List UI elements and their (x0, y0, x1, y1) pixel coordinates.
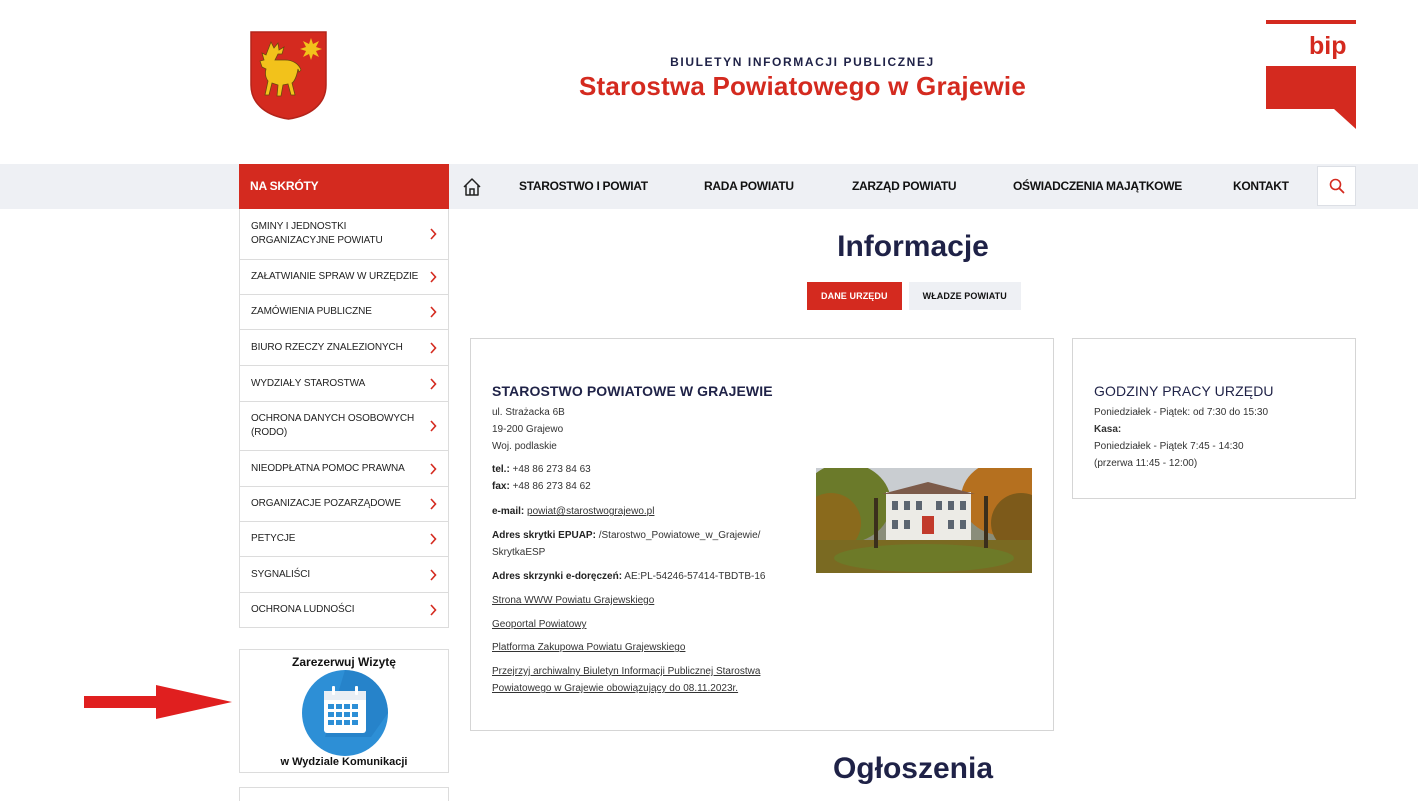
chevron-right-icon (429, 533, 437, 545)
tab-wladze-powiatu[interactable]: WŁADZE POWIATU (909, 282, 1021, 310)
tab-dane-urzedu[interactable]: DANE URZĘDU (807, 282, 902, 310)
calendar-icon (301, 669, 389, 757)
hours-text (1094, 404, 1268, 472)
fax-value: +48 86 273 84 62 (509, 481, 591, 492)
sidebar-item-zamowienia-publiczne[interactable] (240, 295, 448, 330)
sidebar-item-label: SYGNALIŚCI (251, 568, 311, 580)
sidebar-item-label: ZAŁATWIANIE SPRAW W URZĘDZIE (251, 271, 419, 282)
link-platforma-zakupowa[interactable]: Platforma Zakupowa Powiatu Grajewskiego (492, 642, 686, 653)
email-label: e-mail: (492, 506, 525, 517)
section-title-informacje: Informacje (837, 230, 989, 263)
shortcuts-heading: NA SKRÓTY (239, 164, 449, 209)
sidebar-item-label: OCHRONA LUDNOŚCI (251, 604, 355, 615)
chevron-right-icon (429, 463, 437, 475)
office-building-photo (816, 468, 1032, 573)
email-link[interactable]: powiat@starostwograjewo.pl (527, 506, 655, 517)
bip-logo[interactable] (1266, 20, 1357, 130)
chevron-right-icon (429, 420, 437, 432)
chevron-right-icon (429, 604, 437, 616)
cash-label: Kasa: (1094, 424, 1122, 435)
tel-value: +48 86 273 84 63 (509, 464, 591, 475)
sidebar-item-ochrona-ludnosci[interactable] (240, 593, 448, 627)
fax-label: fax: (492, 481, 510, 492)
reserve-visit-banner[interactable] (239, 649, 449, 773)
sidebar-item-label: BIURO RZECZY ZNALEZIONYCH (251, 341, 403, 353)
hours-line-3: (przerwa 11:45 - 12:00) (1094, 458, 1198, 469)
edoreczenia-block (492, 568, 765, 585)
moose-crest-icon[interactable] (249, 30, 328, 120)
sidebar-item-label: ZAMÓWIENIA PUBLICZNE (251, 306, 372, 317)
sidebar-item-gminy[interactable] (240, 209, 448, 260)
sidebar-item-label: ORGANIZACJE POZARZĄDOWE (251, 498, 401, 509)
nav-starostwo-i-powiat[interactable]: STAROSTWO I POWIAT (519, 179, 648, 193)
chevron-right-icon (429, 498, 437, 510)
link-www-powiatu[interactable]: Strona WWW Powiatu Grajewskiego (492, 595, 655, 606)
sidebar-item-rodo[interactable] (240, 402, 448, 451)
chevron-right-icon (429, 228, 437, 240)
hours-line-2: Poniedziałek - Piątek 7:45 - 14:30 (1094, 441, 1244, 452)
edoreczenia-label: Adres skrzynki e-doręczeń: (492, 571, 623, 582)
chevron-right-icon (429, 306, 437, 318)
home-icon[interactable] (461, 176, 483, 198)
office-info-card (470, 338, 1054, 731)
sidebar-item-label: OCHRONA DANYCH OSOBOWYCH (RODO) (251, 413, 415, 438)
email-block (492, 503, 654, 520)
office-hours-card (1072, 338, 1356, 499)
promo-bottom-text: w Wydziale Komunikacji (280, 756, 408, 768)
address-block (492, 404, 565, 455)
info-tabs (807, 282, 1021, 310)
sidebar-item-biuro-rzeczy[interactable] (240, 330, 448, 366)
arrow-right-icon (82, 683, 234, 721)
link-archive-line-2: Powiatowego w Grajewie obowiązujący do 08.11.2023r. (492, 683, 739, 694)
epuap-value: /Starostwo_Powiatowe_w_Grajewie/ (595, 530, 761, 541)
search-icon (1329, 178, 1345, 194)
epuap-block (492, 527, 760, 561)
sidebar-banner-2[interactable] (239, 787, 449, 801)
promo-top-text: Zarezerwuj Wizytę (292, 655, 396, 669)
sidebar-item-wydzialy-starostwa[interactable] (240, 366, 448, 402)
sidebar-item-label: NIEODPŁATNA POMOC PRAWNA (251, 462, 405, 474)
chevron-right-icon (429, 342, 437, 354)
address-street: ul. Strażacka 6B (492, 407, 565, 418)
link-archive-line-1: Przejrzyj archiwalny Biuletyn Informacji Publicznej Starostwa (492, 666, 761, 677)
sidebar-item-label: GMINY I JEDNOSTKI ORGANIZACYJNE POWIATU (251, 221, 383, 246)
header-subtitle: BIULETYN INFORMACJI PUBLICZNEJ (670, 55, 935, 69)
sidebar-item-label: PETYCJE (251, 533, 296, 544)
sidebar-item-organizacje[interactable] (240, 487, 448, 522)
bip-logo-text: bip (1309, 32, 1347, 60)
link-geoportal[interactable]: Geoportal Powiatowy (492, 619, 587, 630)
nav-kontakt[interactable]: KONTAKT (1233, 179, 1289, 193)
sidebar-item-zalatwianie-spraw[interactable] (240, 260, 448, 295)
nav-zarzad-powiatu[interactable]: ZARZĄD POWIATU (852, 179, 957, 193)
sidebar-item-sygnalisci[interactable] (240, 557, 448, 593)
hours-line-1: Poniedziałek - Piątek: od 7:30 do 15:30 (1094, 407, 1269, 418)
sidebar-item-petycje[interactable] (240, 522, 448, 557)
section-title-ogloszenia: Ogłoszenia (832, 752, 994, 785)
nav-rada-powiatu[interactable]: RADA POWIATU (704, 179, 794, 193)
office-name: STAROSTWO POWIATOWE W GRAJEWIE (492, 383, 773, 399)
tel-label: tel.: (492, 464, 510, 475)
sidebar-item-label: WYDZIAŁY STAROSTWA (251, 377, 366, 389)
page-title[interactable]: Starostwa Powiatowego w Grajewie (578, 71, 1027, 101)
edoreczenia-value: AE:PL-54246-57414-TBDTB-16 (622, 571, 766, 582)
address-city: 19-200 Grajewo (492, 424, 564, 435)
epuap-value-2: SkrytkaESP (492, 547, 546, 558)
link-archive-bip[interactable] (492, 663, 760, 697)
hours-title: GODZINY PRACY URZĘDU (1094, 383, 1274, 399)
chevron-right-icon (429, 271, 437, 283)
chevron-right-icon (429, 378, 437, 390)
phone-block (492, 461, 591, 495)
address-region: Woj. podlaskie (492, 441, 557, 452)
epuap-label: Adres skrytki EPUAP: (492, 530, 596, 541)
nav-oswiadczenia-majatkowe[interactable]: OŚWIADCZENIA MAJĄTKOWE (1013, 179, 1182, 193)
search-button[interactable] (1317, 166, 1356, 206)
shortcuts-sidebar (239, 209, 449, 628)
chevron-right-icon (429, 569, 437, 581)
sidebar-item-pomoc-prawna[interactable] (240, 451, 448, 487)
